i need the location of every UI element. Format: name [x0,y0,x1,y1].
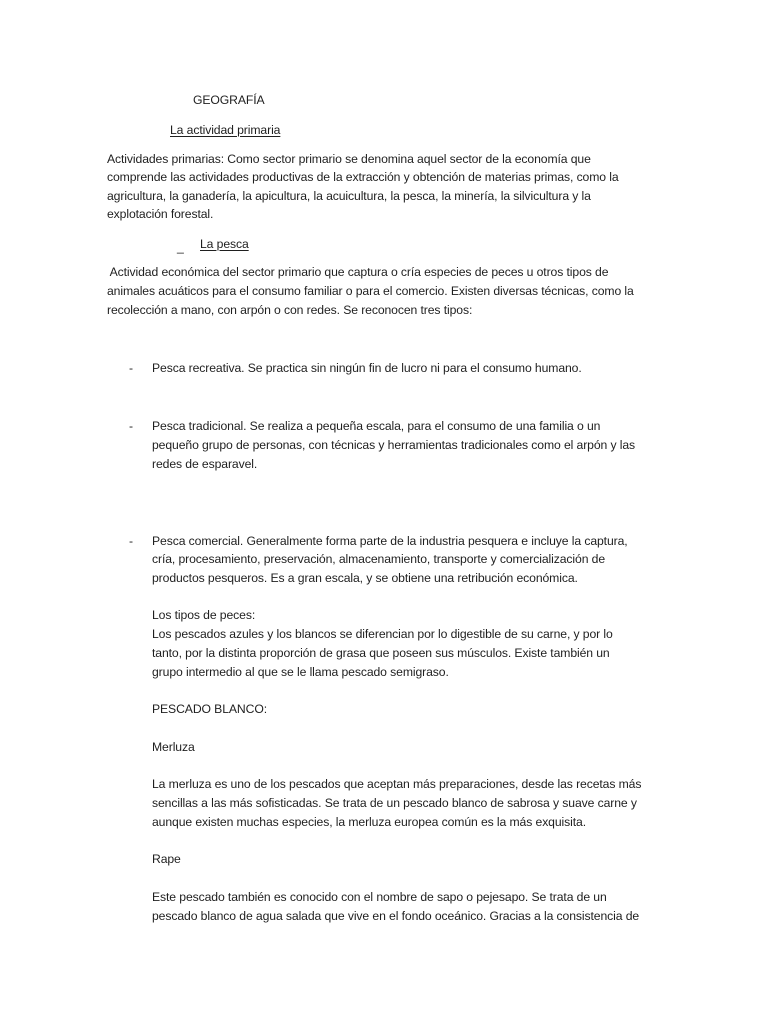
rape-heading: Rape [152,852,181,866]
list-item-line: Pesca comercial. Generalmente forma parte de la industria pesquera e incluye la captura, [152,534,628,548]
intro-line: explotación forestal. [107,207,214,221]
merluza-line: aunque existen muchas especies, la merluza europea común es la más exquisita. [152,815,587,829]
list-item-line: Pesca recreativa. Se practica sin ningún fin de lucro ni para el consumo humano. [152,361,582,375]
tipos-line: Los tipos de peces: [152,608,256,622]
merluza-line: sencillas a las más sofisticadas. Se trata de un pescado blanco de sabrosa y suave carne y [152,796,637,810]
subject-title: GEOGRAFÍA [193,93,265,107]
section-title: La actividad primaria [170,123,281,137]
list-bullet: - [129,361,134,375]
list-item-line: productos pesqueros. Es a gran escala, y se obtiene una retribución económica. [152,571,578,585]
tipos-line: Los pescados azules y los blancos se diferencian por lo digestible de su carne, y por lo [152,627,613,641]
list-item-line: cría, procesamiento, preservación, almacenamiento, transporte y comercialización de [152,552,606,566]
rape-line: pescado blanco de agua salada que vive en el fondo oceánico. Gracias a la consistencia de [152,909,640,923]
tipos-line: tanto, por la distinta proporción de grasa que poseen sus músculos. Existe también un [152,646,610,660]
intro-line: Actividades primarias: Como sector primario se denomina aquel sector de la economía que [107,152,591,166]
pesca-intro-line: animales acuáticos para el consumo familiar o para el comercio. Existen diversas técnicas, como la [107,284,634,298]
subsection-title: La pesca [200,237,249,251]
list-item-line: pequeño grupo de personas, con técnicas y herramientas tradicionales como el arpón y las [152,438,636,452]
pescado-blanco-heading: PESCADO BLANCO: [152,702,267,716]
merluza-line: La merluza es uno de los pescados que aceptan más preparaciones, desde las recetas más [152,777,642,791]
intro-line: comprende las actividades productivas de la extracción y obtención de materias primas, como la [107,170,619,184]
list-bullet: - [129,534,134,548]
list-item-line: Pesca tradicional. Se realiza a pequeña escala, para el consumo de una familia o un [152,419,601,433]
rape-line: Este pescado también es conocido con el nombre de sapo o pejesapo. Se trata de un [152,890,607,904]
pesca-intro-line: recolección a mano, con arpón o con redes. Se reconocen tres tipos: [107,303,473,317]
list-item-line: redes de esparavel. [152,457,258,471]
merluza-heading: Merluza [152,740,195,754]
list-bullet: - [129,419,134,433]
intro-line: agricultura, la ganadería, la apicultura, la acuicultura, la pesca, la minería, la silvicultura y la [107,189,591,203]
subsection-marker: _ [177,240,184,254]
tipos-line: grupo intermedio al que se le llama pescado semigraso. [152,665,449,679]
pesca-intro-line: Actividad económica del sector primario que captura o cría especies de peces u otros tipos de [107,265,609,279]
